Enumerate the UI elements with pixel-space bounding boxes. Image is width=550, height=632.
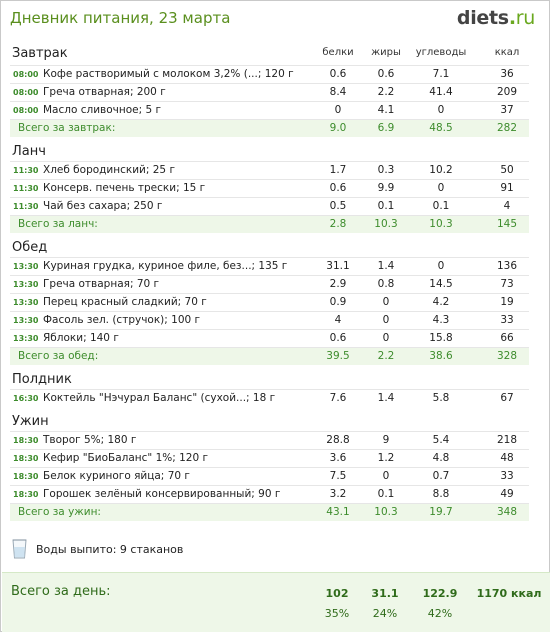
food-row[interactable] [10,83,529,101]
day-total-label: Всего за день: [11,584,111,599]
column-kcal: ккал [494,47,520,58]
food-carbs: 5.4 [432,434,450,446]
food-fat: 0.1 [377,200,395,212]
food-row[interactable] [10,101,529,119]
food-carbs: 0 [437,104,445,116]
food-protein: 7.5 [329,470,347,482]
food-time: 11:30 [13,184,39,193]
food-row[interactable] [10,389,529,407]
food-fat: 9 [382,434,390,446]
food-row[interactable] [10,179,529,197]
water-glass-icon [12,539,27,559]
food-fat: 4.1 [377,104,395,116]
food-protein: 8.4 [329,86,347,98]
meal-total-label: Всего за завтрак: [18,122,116,134]
day-protein-pct: 35% [324,607,350,620]
food-carbs: 10.2 [429,164,453,176]
food-fat: 2.2 [377,86,395,98]
food-carbs: 4.8 [432,452,450,464]
meal-total-row [10,503,529,521]
total-fat: 6.9 [377,122,395,134]
food-carbs: 0 [437,182,445,194]
total-fat: 2.2 [377,350,395,362]
food-protein: 2.9 [329,278,347,290]
food-fat: 0 [382,314,390,326]
food-time: 08:00 [13,106,39,115]
day-protein: 102 [325,587,349,600]
meal-total-row [10,215,529,233]
day-fat: 31.1 [371,587,399,600]
food-kcal: 67 [500,392,514,404]
food-protein: 1.7 [329,164,347,176]
food-time: 13:30 [13,298,39,307]
total-carbs: 19.7 [429,506,453,518]
food-name[interactable]: Чай без сахара; 250 г [43,200,163,212]
food-fat: 0 [382,332,390,344]
logo-tld: ru [515,7,535,29]
food-time: 08:00 [13,70,39,79]
meal-title-lunch: Ланч [12,144,46,159]
food-fat: 0.8 [377,278,395,290]
food-kcal: 48 [500,452,514,464]
food-carbs: 4.2 [432,296,450,308]
food-protein: 31.1 [326,260,350,272]
logo-main: diets [456,7,509,29]
food-fat: 0 [382,296,390,308]
food-protein: 0.9 [329,296,347,308]
meal-title-supper: Ужин [12,414,49,429]
food-name[interactable]: Консерв. печень трески; 15 г [43,182,206,194]
food-fat: 0 [382,470,390,482]
food-fat: 1.4 [377,392,395,404]
column-fat: жиры [371,47,401,58]
meal-total-label: Всего за ужин: [18,506,101,518]
meal-total-row [10,347,529,365]
meal-title-breakfast: Завтрак [12,46,68,61]
site-logo[interactable] [457,7,535,29]
food-row[interactable] [10,65,529,83]
food-carbs: 15.8 [429,332,453,344]
food-row[interactable] [10,311,529,329]
food-carbs: 41.4 [429,86,453,98]
meal-total-label: Всего за ланч: [18,218,98,230]
food-kcal: 50 [500,164,514,176]
food-row[interactable] [10,257,529,275]
food-protein: 3.6 [329,452,347,464]
food-name[interactable]: Масло сливочное; 5 г [43,104,162,116]
food-protein: 0.6 [329,332,347,344]
food-protein: 28.8 [326,434,350,446]
food-protein: 3.2 [329,488,347,500]
food-fat: 1.2 [377,452,395,464]
total-fat: 10.3 [374,506,398,518]
total-kcal: 328 [496,350,518,362]
total-protein: 43.1 [326,506,350,518]
food-carbs: 8.8 [432,488,450,500]
food-fat: 0.1 [377,488,395,500]
column-headers [1,47,549,63]
day-fat-pct: 24% [372,607,398,620]
food-name[interactable]: Перец красный сладкий; 70 г [43,296,207,308]
food-kcal: 66 [500,332,514,344]
food-carbs: 5.8 [432,392,450,404]
food-protein: 0.6 [329,68,347,80]
total-kcal: 282 [496,122,518,134]
total-protein: 39.5 [326,350,350,362]
food-time: 18:30 [13,472,39,481]
food-time: 08:00 [13,88,39,97]
total-protein: 2.8 [329,218,347,230]
food-fat: 0.3 [377,164,395,176]
meal-title-dinner: Обед [12,240,48,255]
food-name[interactable]: Греча отварная; 70 г [43,278,160,290]
food-row[interactable] [10,293,529,311]
column-carbs: углеводы [415,47,467,58]
meal-total-row [10,119,529,137]
food-time: 13:30 [13,262,39,271]
food-fat: 0.6 [377,68,395,80]
day-kcal: 1170 ккал [476,587,542,600]
total-kcal: 145 [496,218,518,230]
food-carbs: 0.7 [432,470,450,482]
food-name[interactable]: Творог 5%; 180 г [43,434,137,446]
food-kcal: 209 [496,86,518,98]
food-row[interactable] [10,467,529,485]
water-text: Воды выпито: 9 стаканов [36,543,184,556]
food-kcal: 36 [500,68,514,80]
food-row[interactable] [10,275,529,293]
food-protein: 0.5 [329,200,347,212]
food-carbs: 0.1 [432,200,450,212]
food-carbs: 14.5 [429,278,453,290]
food-name[interactable]: Горошек зелёный консервированный; 90 г [43,488,281,500]
food-name[interactable]: Яблоки; 140 г [43,332,119,344]
food-kcal: 91 [500,182,514,194]
food-kcal: 49 [500,488,514,500]
food-row[interactable] [10,329,529,347]
day-carbs: 122.9 [422,587,458,600]
food-kcal: 37 [500,104,514,116]
total-kcal: 348 [496,506,518,518]
food-name[interactable]: Белок куриного яйца; 70 г [43,470,190,482]
food-fat: 1.4 [377,260,395,272]
total-fat: 10.3 [374,218,398,230]
food-row[interactable] [10,485,529,503]
day-total [2,572,550,632]
total-carbs: 38.6 [429,350,453,362]
food-fat: 9.9 [377,182,395,194]
food-kcal: 136 [496,260,518,272]
food-carbs: 0 [437,260,445,272]
food-name[interactable]: Греча отварная; 200 г [43,86,166,98]
food-time: 13:30 [13,280,39,289]
food-time: 18:30 [13,436,39,445]
food-name[interactable]: Коктейль "Нэчурал Баланс" (сухой...; 18 г [43,392,276,404]
meal-title-snack: Полдник [12,372,72,387]
food-row[interactable] [10,431,529,449]
total-carbs: 10.3 [429,218,453,230]
food-name[interactable]: Хлеб бородинский; 25 г [43,164,175,176]
food-row[interactable] [10,197,529,215]
food-kcal: 19 [500,296,514,308]
food-protein: 0.6 [329,182,347,194]
food-carbs: 7.1 [432,68,450,80]
logo-dot: . [508,7,516,29]
food-protein: 4 [334,314,342,326]
food-time: 13:30 [13,334,39,343]
food-time: 11:30 [13,166,39,175]
food-row[interactable] [10,161,529,179]
food-name[interactable]: Кефир "БиоБаланс" 1%; 120 г [43,452,209,464]
food-carbs: 4.3 [432,314,450,326]
food-name[interactable]: Кофе растворимый с молоком 3,2% (...; 120 г [43,68,294,80]
day-carbs-pct: 42% [427,607,453,620]
food-kcal: 33 [500,314,514,326]
column-protein: белки [322,47,354,58]
food-kcal: 73 [500,278,514,290]
food-time: 18:30 [13,490,39,499]
food-kcal: 33 [500,470,514,482]
food-time: 18:30 [13,454,39,463]
food-name[interactable]: Фасоль зел. (стручок); 100 г [43,314,201,326]
food-time: 13:30 [13,316,39,325]
food-time: 11:30 [13,202,39,211]
food-name[interactable]: Куриная грудка, куриное филе, без...; 135 г [43,260,288,272]
header [1,1,549,39]
food-protein: 0 [334,104,342,116]
food-kcal: 218 [496,434,518,446]
page-title: Дневник питания, 23 марта [10,9,231,27]
meal-total-label: Всего за обед: [18,350,99,362]
total-protein: 9.0 [329,122,347,134]
food-time: 16:30 [13,394,39,403]
food-row[interactable] [10,449,529,467]
food-kcal: 4 [503,200,511,212]
total-carbs: 48.5 [429,122,453,134]
food-protein: 7.6 [329,392,347,404]
